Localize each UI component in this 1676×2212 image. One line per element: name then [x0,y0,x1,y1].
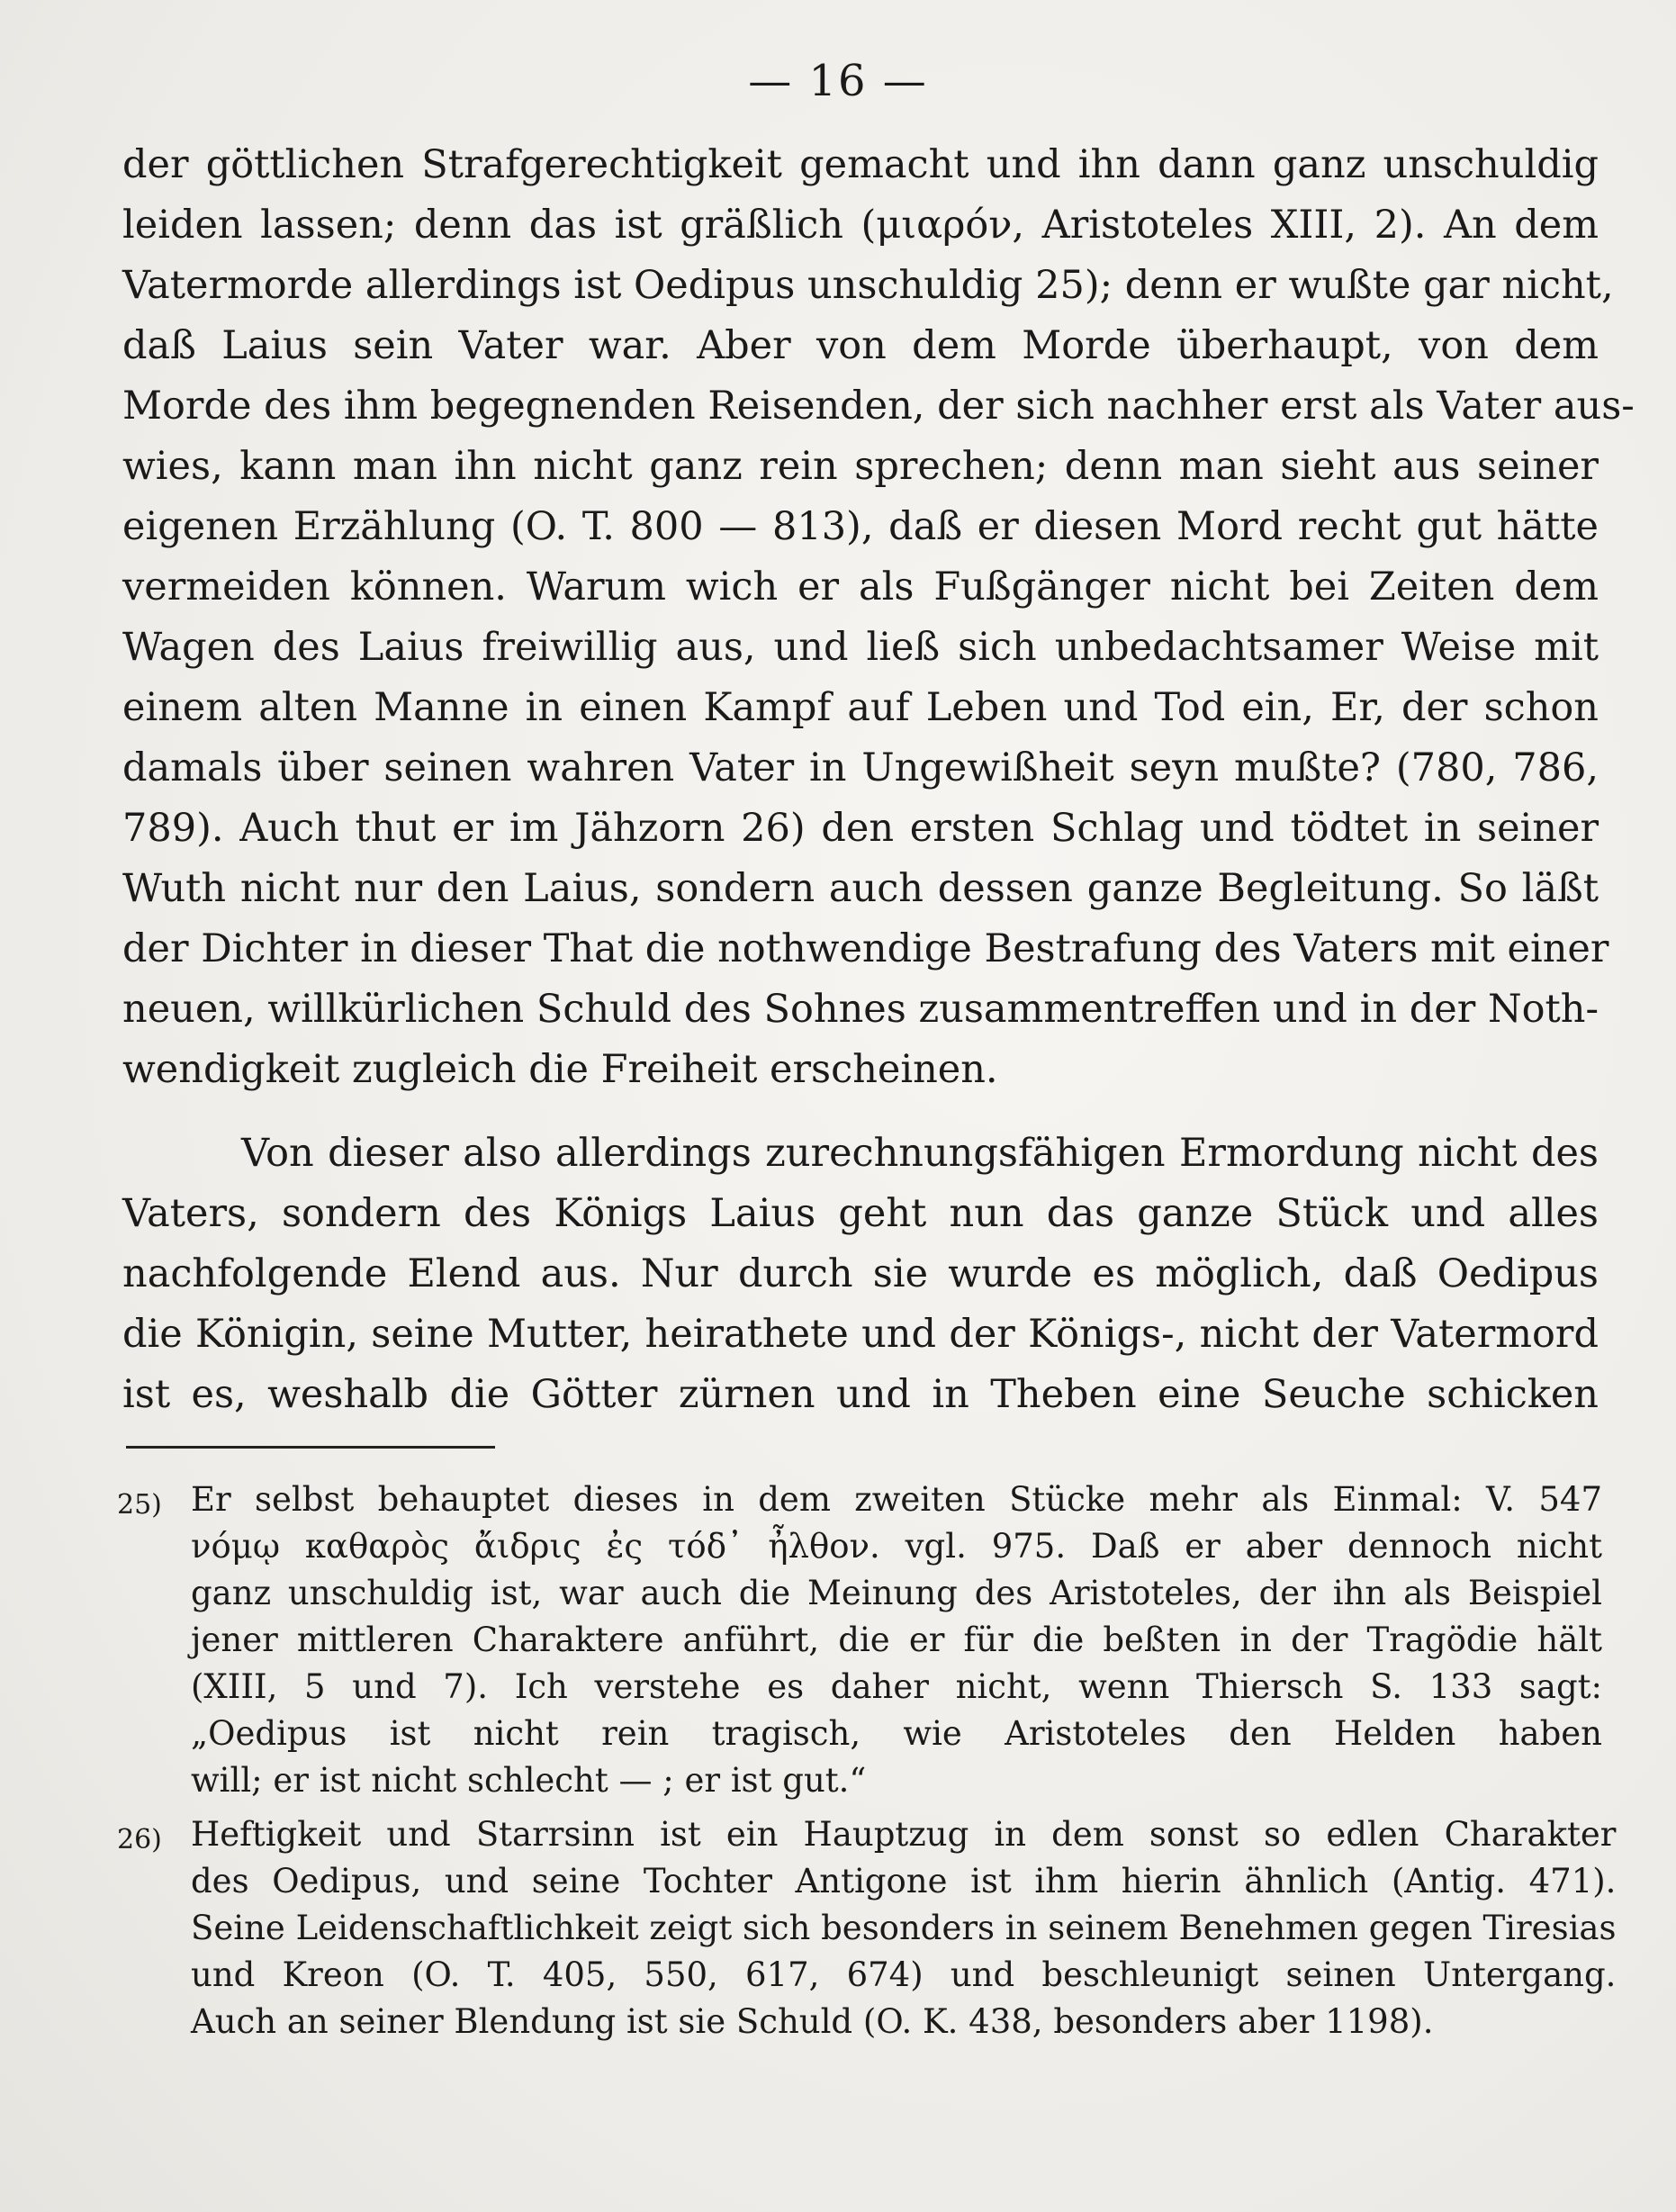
footnote-line: und Kreon (O. T. 405, 550, 617, 674) und beschleunigt seinen Untergang. [191,1955,1617,1994]
footnote-line: „Oedipus ist nicht rein tragisch, wie Aristoteles den Helden haben [191,1714,1602,1753]
footnote-marker: 26) [117,1824,162,1855]
text-line: der göttlichen Strafgerechtigkeit gemacht und ihn dann ganz unschuldig [122,142,1599,187]
footnote-body [191,1811,1616,2045]
text-line: ist es, weshalb die Götter zürnen und in Theben eine Seuche schicken [122,1372,1599,1417]
text-line: Vaters, sondern des Königs Laius geht nun das ganze Stück und alles [122,1191,1599,1236]
text-line: Wuth nicht nur den Laius, sondern auch dessen ganze Begleitung. So läßt [122,866,1599,911]
text-line: die Königin, seine Mutter, heirathete und der Königs-, nicht der Vatermord [122,1312,1599,1357]
footnote-line: Heftigkeit und Starrsinn ist ein Hauptzug in dem sonst so edlen Charakter [191,1815,1617,1854]
text-line: neuen, willkürlichen Schuld des Sohnes zusammentreffen und in der Noth- [122,987,1599,1032]
footnote-25 [117,1476,1602,1804]
footnote-line: jener mittleren Charaktere anführt, die er für die beßten in der Tragödie hält [191,1621,1602,1659]
text-line: Morde des ihm begegnenden Reisenden, der sich nachher erst als Vater aus- [122,384,1635,429]
footnotes [117,1476,1617,2045]
footnote-line: will; er ist nicht schlecht — ; er ist gut.“ [191,1761,867,1800]
footnote-line: ganz unschuldig ist, war auch die Meinung des Aristoteles, der ihn als Beispiel [191,1574,1602,1612]
footnote-line: (XIII, 5 und 7). Ich verstehe es daher nicht, wenn Thiersch S. 133 sagt: [191,1667,1602,1706]
page-number: — 16 — [748,56,928,106]
footnote-gap [117,1804,1602,1811]
text-line: damals über seinen wahren Vater in Ungewißheit seyn mußte? (780, 786, [122,745,1599,790]
text-line: leiden lassen; denn das ist gräßlich (μιαρόν, Aristoteles XIII, 2). An dem [122,203,1599,248]
text-line: 789). Auch thut er im Jähzorn 26) den ersten Schlag und tödtet in seiner [122,806,1599,851]
footnote-line: des Oedipus, und seine Tochter Antigone ist ihm hierin ähnlich (Antig. 471). [191,1862,1617,1901]
footnote-line: Auch an seiner Blendung ist sie Schuld (O. K. 438, besonders aber 1198). [191,2002,1434,2041]
text-line: Wagen des Laius freiwillig aus, und ließ sich unbedachtsamer Weise mit [122,625,1599,670]
text-line: Von dieser also allerdings zurechnungsfähigen Ermordung nicht des [241,1131,1599,1176]
main-text [122,135,1635,1425]
text-line: nachfolgende Elend aus. Nur durch sie wurde es möglich, daß Oedipus [122,1251,1599,1296]
text-line: daß Laius sein Vater war. Aber von dem Morde überhaupt, von dem [122,323,1599,368]
text-line: wendigkeit zugleich die Freiheit erscheinen. [122,1047,998,1092]
text-line: wies, kann man ihn nicht ganz rein sprechen; denn man sieht aus seiner [122,444,1599,489]
text-line: eigenen Erzählung (O. T. 800 — 813), daß er diesen Mord recht gut hätte [122,504,1599,549]
footnote-line: Er selbst behauptet dieses in dem zweiten Stücke mehr als Einmal: V. 547 [191,1480,1602,1519]
footnote-rule [126,1446,495,1449]
text-line: der Dichter in dieser That die nothwendige Bestrafung des Vaters mit einer [122,926,1609,971]
text-line: vermeiden können. Warum wich er als Fußgänger nicht bei Zeiten dem [122,564,1599,609]
footnote-line: νόμῳ καθαρὸς ἄιδρις ἐς τόδ᾽ ἦλθον. vgl. 975. Daß er aber dennoch nicht [191,1527,1602,1566]
footnote-marker: 25) [117,1489,162,1521]
paragraph-gap [122,1100,1599,1124]
text-line: einem alten Manne in einen Kampf auf Leben und Tod ein, Er, der schon [122,685,1599,730]
footnote-26 [117,1811,1617,2045]
text-line: Vatermorde allerdings ist Oedipus unschuldig 25); denn er wußte gar nicht, [122,263,1614,308]
footnote-line: Seine Leidenschaftlichkeit zeigt sich besonders in seinem Benehmen gegen Tiresias [191,1909,1617,1947]
footnote-body [191,1476,1602,1804]
